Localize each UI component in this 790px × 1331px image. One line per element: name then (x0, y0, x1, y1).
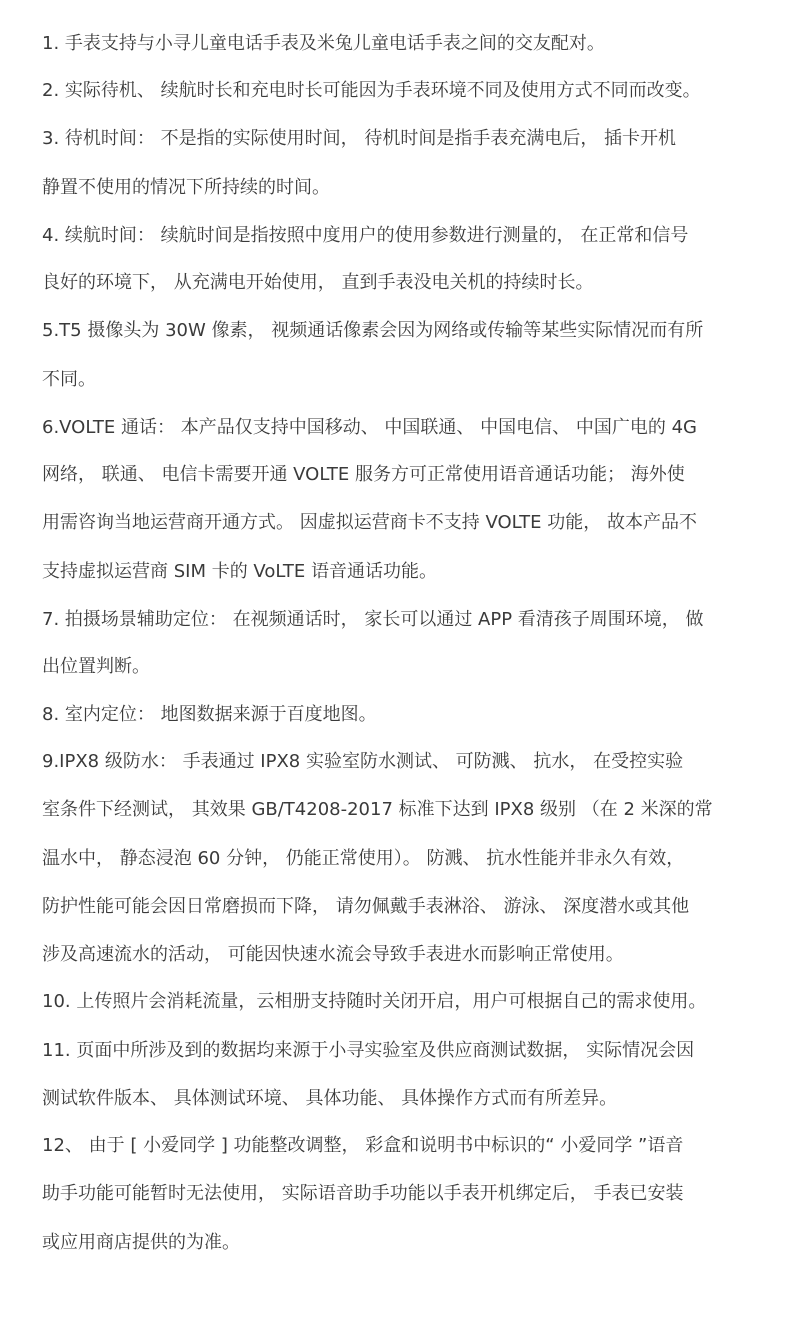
note-line: 助手功能可能暂时无法使用， 实际语音助手功能以手表开机绑定后， 手表已安装 (42, 1183, 684, 1204)
note-line: 9.IPX8 级防水： 手表通过 IPX8 实验室防水测试、 可防溅、 抗水， 在受控实验 (42, 751, 684, 772)
note-line: 11. 页面中所涉及到的数据均来源于小寻实验室及供应商测试数据， 实际情况会因 (42, 1040, 695, 1061)
note-line: 12、 由于 [ 小爱同学 ] 功能整改调整， 彩盒和说明书中标识的“ 小爱同学 ”语音 (42, 1135, 684, 1156)
note-line: 用需咨询当地运营商开通方式。 因虚拟运营商卡不支持 VOLTE 功能， 故本产品不 (42, 512, 697, 533)
note-line: 支持虚拟运营商 SIM 卡的 VoLTE 语音通话功能。 (42, 561, 437, 582)
note-line: 网络， 联通、 电信卡需要开通 VOLTE 服务方可正常使用语音通话功能； 海外使 (42, 464, 685, 485)
note-line: 7. 拍摄场景辅助定位： 在视频通话时， 家长可以通过 APP 看清孩子周围环境， 做 (42, 609, 704, 630)
note-line: 3. 待机时间： 不是指的实际使用时间， 待机时间是指手表充满电后， 插卡开机 (42, 128, 677, 149)
note-line: 静置不使用的情况下所持续的时间。 (42, 177, 330, 198)
note-line: 2. 实际待机、 续航时长和充电时长可能因为手表环境不同及使用方式不同而改变。 (42, 80, 701, 101)
note-line: 温水中， 静态浸泡 60 分钟， 仍能正常使用）。 防溅、 抗水性能并非永久有效， (42, 848, 685, 869)
note-line: 8. 室内定位： 地图数据来源于百度地图。 (42, 704, 377, 725)
note-line: 5.T5 摄像头为 30W 像素， 视频通话像素会因为网络或传输等某些实际情况而有所 (42, 320, 704, 341)
note-line: 6.VOLTE 通话： 本产品仅支持中国移动、 中国联通、 中国电信、 中国广电的 4G (42, 417, 697, 438)
note-line: 涉及高速流水的活动， 可能因快速水流会导致手表进水而影响正常使用。 (42, 944, 624, 965)
note-line: 或应用商店提供的为准。 (42, 1232, 240, 1253)
note-line: 4. 续航时间： 续航时间是指按照中度用户的使用参数进行测量的， 在正常和信号 (42, 225, 689, 246)
note-line: 测试软件版本、 具体测试环境、 具体功能、 具体操作方式而有所差异。 (42, 1088, 618, 1109)
note-line: 不同。 (42, 369, 96, 390)
note-line: 出位置判断。 (42, 656, 150, 677)
note-line: 室条件下经测试， 其效果 GB/T4208-2017 标准下达到 IPX8 级别 （在 2 米深的常 (42, 799, 713, 820)
note-line: 防护性能可能会因日常磨损而下降， 请勿佩戴手表淋浴、 游泳、 深度潜水或其他 (42, 896, 690, 917)
note-line: 1. 手表支持与小寻儿童电话手表及米兔儿童电话手表之间的交友配对。 (42, 33, 605, 54)
note-line: 10. 上传照片会消耗流量，云相册支持随时关闭开启，用户可根据自己的需求使用。 (42, 991, 707, 1012)
note-line: 良好的环境下， 从充满电开始使用， 直到手表没电关机的持续时长。 (42, 272, 594, 293)
